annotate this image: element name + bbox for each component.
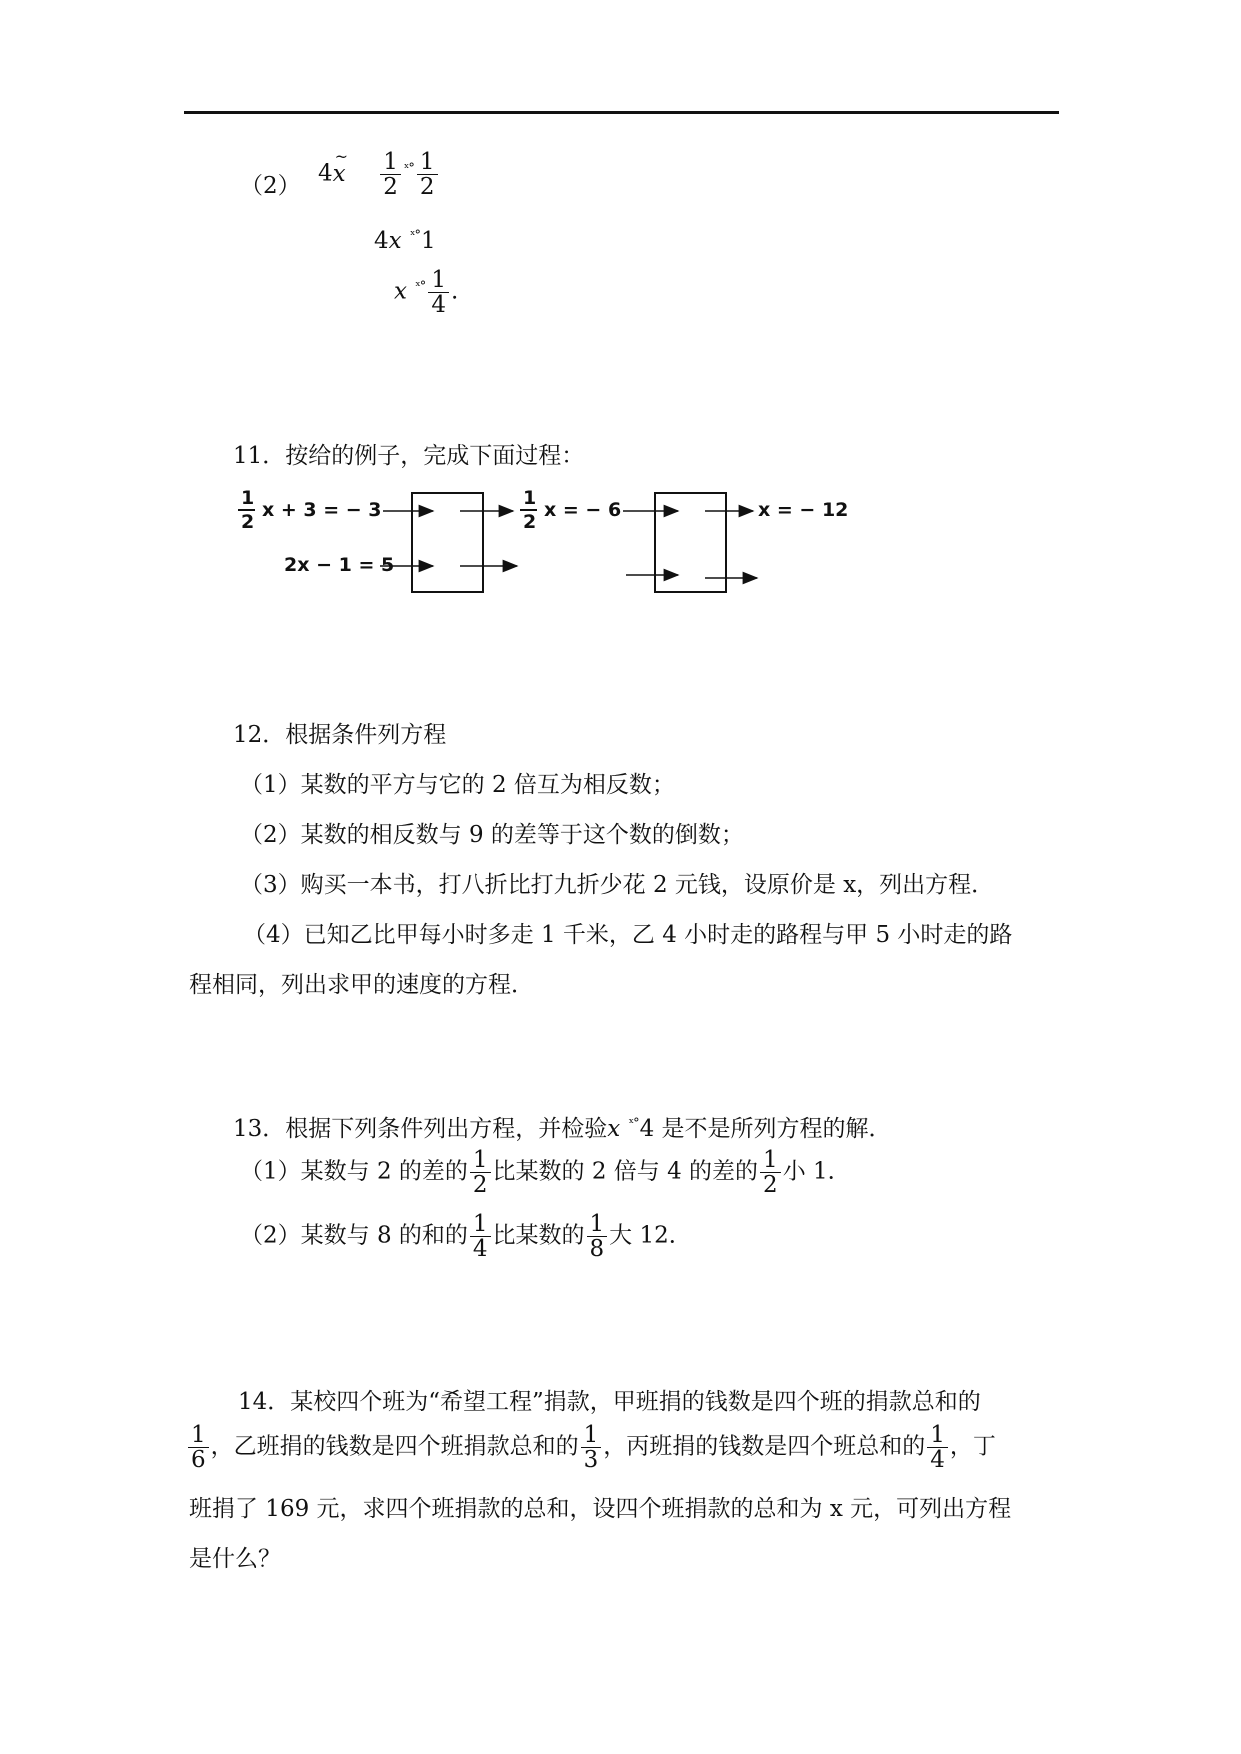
q13-item-1-fraction-2: $\frac{1}{2}$ (760, 1148, 781, 1197)
q10-line3-fraction: $\frac{1}{4}$ (428, 268, 449, 317)
q11-r1-result: x = − 12 (758, 499, 849, 521)
q13-title-mark: ˣ° (628, 1116, 639, 1132)
q11-r1-frac-num: 1 (241, 487, 255, 509)
q10-line1-fraction-1: $\frac{1}{2}$ (380, 150, 401, 199)
q10-line3-mark: ˣ° (415, 278, 426, 294)
q13-item-1-fraction-1: $\frac{1}{2}$ (470, 1148, 491, 1197)
q13-item-2-fraction-1: $\frac{1}{4}$ (470, 1212, 491, 1261)
q13-title (233, 1110, 892, 1143)
q12-title: 12．根据条件列方程 (233, 722, 447, 748)
q10-line2-rhs: 1 (420, 228, 436, 254)
q13-item-2-b: 比某数的 (492, 1222, 585, 1249)
q13-item-1-c: 小 1． (782, 1158, 851, 1185)
q13-title-var: x (607, 1116, 621, 1142)
q11-diagram (230, 480, 870, 605)
q14-line-4: 是什么？ (189, 1546, 281, 1572)
q10-line3-tail: . (450, 278, 459, 305)
q10-line1 (318, 150, 440, 199)
q10-line2 (374, 228, 436, 254)
q10-line2-var: x (388, 228, 402, 254)
q10-part-label: （2） (240, 173, 301, 199)
header-rule (184, 111, 1059, 114)
q14-line-2-b: ，丙班捐的钱数是四个班总和的 (603, 1433, 926, 1460)
q10-line2-lead: 4 (374, 228, 389, 254)
q11-r1-frac2-num: 1 (523, 487, 537, 509)
q13-item-1 (240, 1148, 851, 1197)
q14-line-2-a: ，乙班捐的钱数是四个班捐款总和的 (210, 1433, 579, 1460)
q11-r1-frac-den: 2 (241, 511, 255, 533)
q10-line1-fraction-2: $\frac{1}{2}$ (417, 150, 438, 199)
q11-box-2[interactable] (655, 493, 726, 592)
q13-item-2 (240, 1212, 692, 1261)
q13-item-2-c: 大 12． (609, 1222, 692, 1249)
q14-line-2 (186, 1423, 996, 1472)
q13-item-1-a: （1）某数与 2 的差的 (240, 1158, 468, 1185)
q13-item-2-a: （2）某数与 8 的和的 (240, 1222, 468, 1249)
q10-line1-lead: 4 (318, 160, 333, 187)
q11-r2-eq1: 2x − 1 = 5 (284, 554, 395, 576)
q13-item-2-fraction-2: $\frac{1}{8}$ (587, 1212, 608, 1261)
q10-line1-var: ~ x (333, 161, 346, 187)
q11-box-1[interactable] (412, 493, 483, 592)
q10-line3 (394, 268, 458, 317)
q13-title-post: 4 是不是所列方程的解． (639, 1116, 892, 1142)
q12-item-2: （2）某数的相反数与 9 的差等于这个数的倒数； (240, 822, 744, 848)
q12-item-1: （1）某数的平方与它的 2 倍互为相反数； (240, 772, 675, 798)
q11-title: 11．按给的例子，完成下面过程： (233, 443, 585, 469)
q14-fraction-2: $\frac{1}{3}$ (581, 1423, 602, 1472)
q12-item-4-line-2: 程相同，列出求甲的速度的方程． (189, 972, 534, 998)
q11-r1-eq1: x + 3 = − 3 (262, 499, 382, 521)
q12-item-4-line-1: （4）已知乙比甲每小时多走 1 千米，乙 4 小时走的路程与甲 5 小时走的路 (243, 922, 1013, 948)
q10-line1-mark: ˣ° (403, 160, 414, 176)
q14-line-1: 14．某校四个班为“希望工程”捐款，甲班捐的钱数是四个班的捐款总和的 (238, 1389, 981, 1415)
q14-fraction-1: $\frac{1}{6}$ (188, 1423, 209, 1472)
q14-fraction-3: $\frac{1}{4}$ (927, 1423, 948, 1472)
q14-line-2-c: ，丁 (949, 1433, 996, 1460)
q13-title-pre: 13．根据下列条件列出方程，并检验 (233, 1116, 608, 1142)
q10-line3-var: x (394, 278, 407, 305)
q11-r1-frac2-den: 2 (523, 511, 537, 533)
q13-item-1-b: 比某数的 2 倍与 4 的差的 (492, 1158, 759, 1185)
q14-line-3: 班捐了 169 元，求四个班捐款的总和，设四个班捐款的总和为 x 元，可列出方程 (189, 1496, 1012, 1522)
q12-item-3: （3）购买一本书，打八折比打九折少花 2 元钱，设原价是 x，列出方程． (240, 872, 995, 898)
q11-r1-eq2: x = − 6 (544, 499, 622, 521)
q10-line2-mark: ˣ° (409, 228, 420, 244)
